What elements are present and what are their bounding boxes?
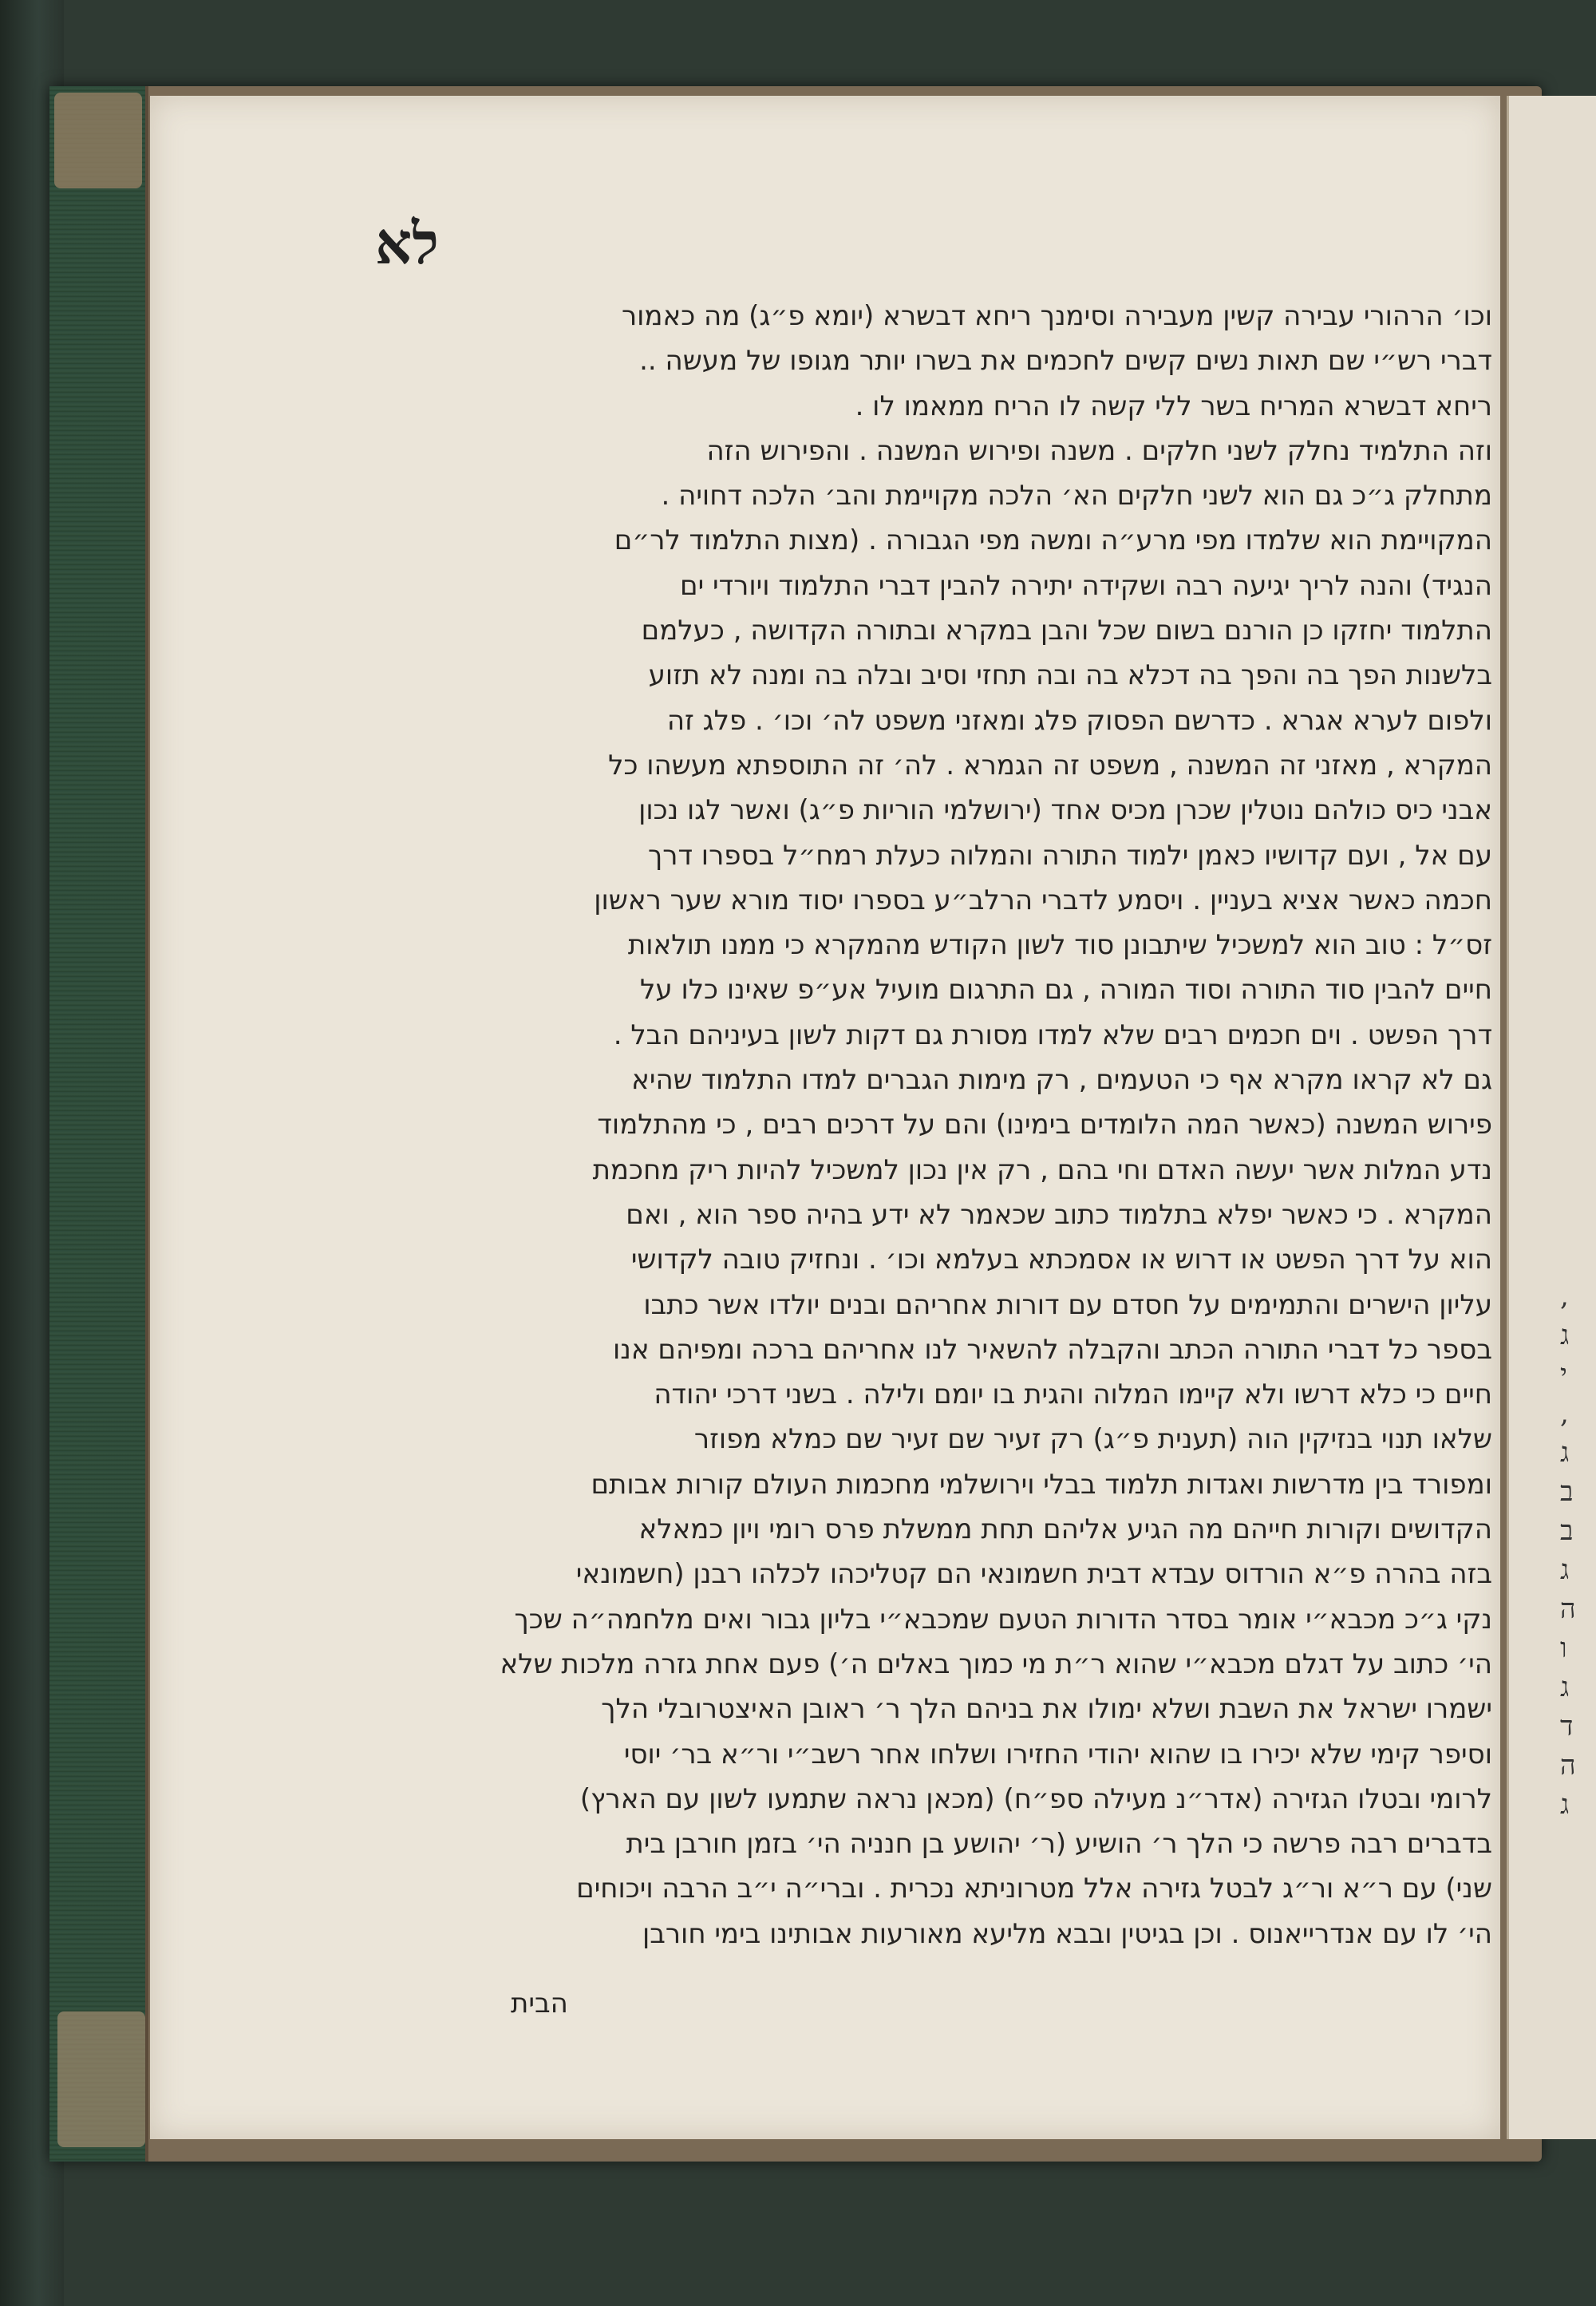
text-line: וכו׳ הרהורי עבירה קשין מעבירה וסימנך ריחא דבשרא (יומא פ״ג) מה כאמור	[621, 300, 1492, 332]
text-line: ולפום לערא אגרא . כדרשם הפסוק פלג ומאזני משפט לה׳ וכו׳ . פלג זה	[666, 704, 1492, 737]
text-line: לרומי ובטלו הגזירה (אדר״נ מעילה ספ״ח) (מכאן נראה שתמעו לשון עם הארץ)	[579, 1782, 1492, 1815]
spine-wear-bottom	[57, 2011, 145, 2147]
text-line: עליון הישרים והתמימים על חסדם עם דורות אחריהם ובנים יולדו אשר כתבו	[643, 1288, 1492, 1321]
next-page-glyph: י	[1560, 1359, 1567, 1390]
catchword: הבית	[511, 1988, 568, 2019]
text-line: נקי ג״כ מכבא״י אומר בסדר הדורות הטעם שמכבא״י בליון גבור ואים מלחמה״ה שכך	[514, 1603, 1492, 1636]
next-page-glyph: ה	[1560, 1750, 1576, 1782]
text-line: אבני כיס כולהם נוטלין שכרן מכיס אחד (ירושלמי הוריות פ״ג) ואשר לגו נכון	[638, 794, 1492, 827]
text-line: בזה בהרה פ״א הורדוס עבדא דבית חשמונאי הם קטליכהו לכלהו רבנן (חשמונאי	[575, 1558, 1492, 1591]
text-line: בספר כל דברי התורה הכתב והקבלה להשאיר לנו אחריהם ברכה ומפיהם אנו	[612, 1333, 1492, 1366]
text-line: חיים להבין סוד התורה וסוד המורה , גם התרגום מועיל אע״פ שאינו כלו על	[640, 974, 1492, 1007]
next-page-marks	[1560, 1277, 1592, 1825]
next-page-glyph: ג	[1560, 1789, 1570, 1821]
text-line: שני) עם ר״א ור״ג לבטל גזירה אלל מטרוניתא נכרית . וברי״ה י״ב הרבה ויכוחים	[576, 1873, 1492, 1905]
text-line: חכמה כאשר אציא בעניין . ויסמע לדברי הרלב״ע בספרו יסוד מורא שער ראשון	[594, 884, 1492, 916]
text-line: זס״ל : טוב הוא למשכיל שיתבונן סוד לשון הקודש מהמקרא כי ממנו תולאות	[627, 929, 1492, 962]
text-line: בלשנות הפך בה והפך בה דכלא בה ובה תחזי וסיב ובלה בה ומנה לא תזוע	[648, 659, 1492, 692]
next-page-glyph: ב	[1560, 1476, 1574, 1508]
text-line: התלמוד יחזקו כן הורנם בשום שכל והבן במקרא ובתורה הקדושה , כעלמם	[641, 615, 1492, 647]
next-page-glyph: ,	[1560, 1280, 1569, 1312]
text-line: המקרא , מאזני זה המשנה , משפט זה הגמרא . לה׳ זה התוספתא מעשהו כל	[608, 749, 1492, 781]
text-line: המקויימת הוא שלמדו מפי מרע״ה ומשה מפי הגבורה . (מצות התלמוד לר״ם	[614, 524, 1492, 557]
next-page-glyph: ,	[1560, 1398, 1569, 1430]
text-line: ישמרו ישראל את השבת ושלא ימולו את בניהם הלך ר׳ ראובן האיצטרובלי הלך	[601, 1693, 1492, 1726]
next-page-glyph: ג	[1560, 1554, 1570, 1586]
text-line: הנגיד) והנה לריך יגיעה רבה ושקידה יתירה להבין דברי התלמוד ויורדי ים	[680, 569, 1492, 602]
text-line: המקרא . כי כאשר יפלא בתלמוד כתוב שכאמר לא ידע בהיה ספר הוא , ואם	[626, 1198, 1492, 1231]
text-line: הי׳ לו עם אנדרייאנוס . וכן בגיטין ובבא מליעא מאורעות אבותינו בימי חורבן	[642, 1917, 1492, 1950]
text-line: ומפורד בין מדרשות ואגדות תלמוד בבלי וירושלמי מחכמות העולם קורות אבותם	[591, 1468, 1492, 1501]
next-page-glyph: ג	[1560, 1671, 1570, 1703]
text-line: מתחלק ג״כ גם הוא לשני חלקים הא׳ הלכה מקויימת והב׳ הלכה דחויה .	[661, 480, 1492, 512]
text-line: דרך הפשט . וים חכמים רבים שלא למדו מסורת גם דקות לשון בעיניהם הבל .	[613, 1019, 1492, 1051]
text-line: הקדושים וקורות חייהם מה הגיע אליהם תחת ממשלת פרס רומי ויון כמאלא	[638, 1513, 1492, 1546]
spine-wear-top	[54, 93, 142, 188]
text-line: בדברים רבה פרשה כי הלך ר׳ הושיע (ר׳ יהושע בן חנניה הי׳ בזמן חורבן בית	[626, 1828, 1492, 1861]
text-line: דברי רש״י שם תאות נשים קשים לחכמים את בשרו יותר מגופו של מעשה ..	[639, 345, 1492, 378]
text-line: וזה התלמיד נחלק לשני חלקים . משנה ופירוש המשנה . והפירוש הזה	[706, 434, 1492, 467]
text-line: הי׳ כתוב על דגלם מכבא״י שהוא ר״ת מי כמוך באלים ה׳) פעם אחת גזרה מלכות שלא	[500, 1647, 1492, 1680]
next-page-glyph: ו	[1560, 1632, 1567, 1664]
text-line: שלאו תנוי בנזיקין הוה (תענית פ״ג) רק זעיר שם זעיר שם כמלא מפוזר	[693, 1423, 1492, 1456]
page-text	[391, 294, 1492, 1956]
next-page-glyph: ג	[1560, 1319, 1570, 1351]
text-line: עם אל , ועם קדושיו כאמן ילמוד התורה והמלוה כעלת רמח״ל בספרו דרך	[647, 839, 1492, 872]
text-line: חיים כי כלא דרשו ולא קיימו המלוה והגית בו יומם ולילה . בשני דרכי יהודה	[654, 1378, 1492, 1411]
text-line: הוא על דרך הפשט או דרוש או אסמכתא בעלמא וכו׳ . ונחזיק טובה לקדושי	[630, 1244, 1492, 1276]
next-page-edge	[1507, 96, 1596, 2139]
next-page-glyph: ה	[1560, 1593, 1576, 1625]
next-page-glyph: ד	[1560, 1711, 1574, 1742]
next-page-glyph: ב	[1560, 1515, 1574, 1547]
page-number: לא	[375, 209, 439, 277]
text-line: וסיפר קימי שלא יכירו בו שהוא יהודי החזירו ושלחו אחר רשב״י ור״א בר׳ יוסי	[623, 1738, 1492, 1770]
next-page-glyph: ג	[1560, 1437, 1570, 1469]
text-line: גם לא קראו מקרא אף כי הטעמים , רק מימות הגברים למדו התלמוד שהיא	[631, 1064, 1492, 1097]
book-spine	[49, 86, 148, 2162]
text-line: ריחא דבשרא המריח בשר ללי קשה לו הריח ממאמו לו .	[855, 390, 1492, 422]
text-line: פירוש המשנה (כאשר המה הלומדים בימינו) והם על דרכים רבים , כי מהתלמוד	[597, 1109, 1492, 1141]
text-line: נדע המלות אשר יעשה האדם וחי בהם , רק אין נכון למשכיל להיות ריק מחכמת	[592, 1153, 1492, 1186]
